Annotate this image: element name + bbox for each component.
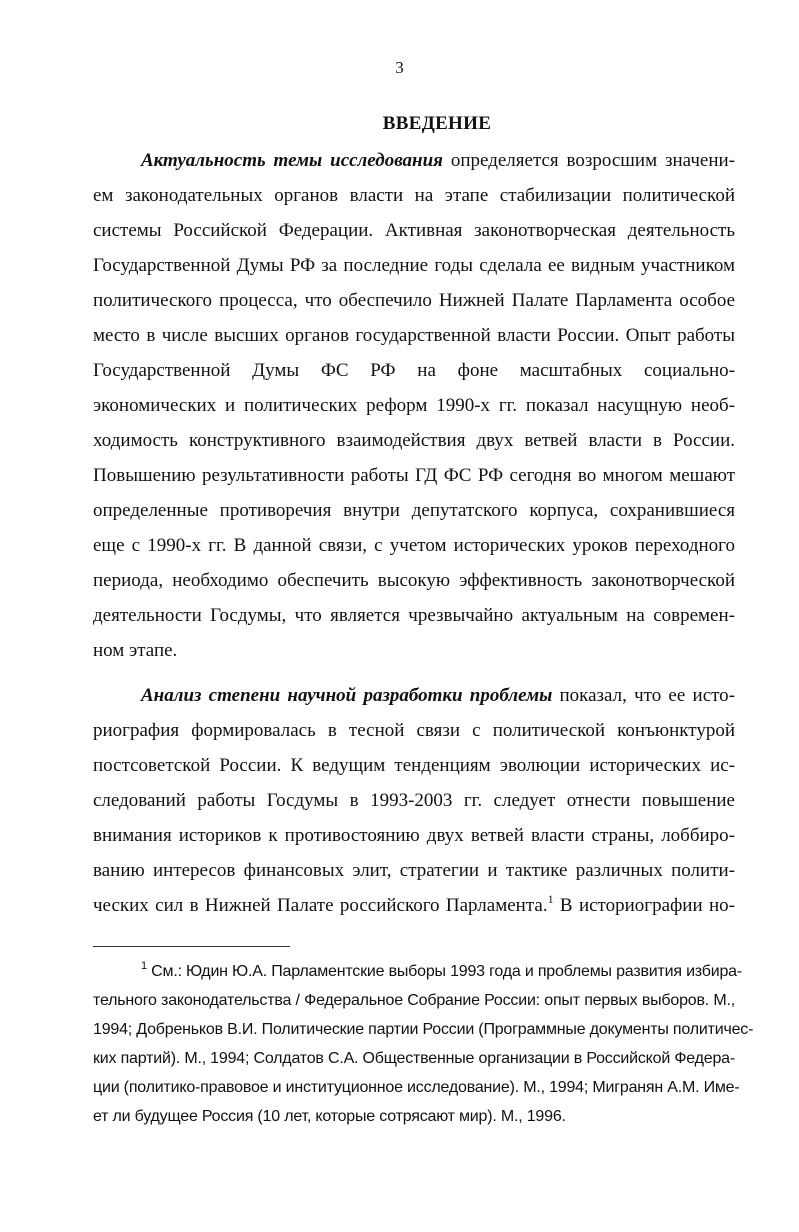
- footnote-separator: [93, 946, 290, 947]
- paragraph-line: политического процесса, что обеспечило Нижней Палате Парламента особое: [93, 290, 735, 311]
- paragraph-line: экономических и политических реформ 1990-х гг. показал насущную необ-: [93, 395, 735, 416]
- paragraph-line: место в числе высших органов государственной власти России. Опыт работы: [93, 325, 735, 346]
- paragraph-line: следований работы Госдумы в 1993-2003 гг. следует отнести повышение: [93, 790, 735, 811]
- paragraph-line: ванию интересов финансовых элит, стратегии и тактике различных полити-: [93, 860, 735, 881]
- paragraph-line: ем законодательных органов власти на этапе стабилизации политической: [93, 185, 735, 206]
- line-text: определяется возросшим значени-: [442, 150, 736, 171]
- paragraph-line: Государственной Думы ФС РФ на фоне масштабных социально-: [93, 360, 735, 381]
- paragraph-line: периода, необходимо обеспечить высокую эффективность законотворческой: [93, 570, 735, 591]
- footnote-line: тельного законодательства / Федеральное Собрание России: опыт первых выборов. М.,: [93, 992, 735, 1009]
- paragraph-line: постсоветской России. К ведущим тенденциям эволюции исторических ис-: [93, 755, 735, 776]
- paragraph-historiography: [93, 678, 735, 923]
- paragraph-relevance: [93, 143, 735, 668]
- footnote-reference[interactable]: 1: [547, 892, 554, 906]
- footnote-line: ких партий). М., 1994; Солдатов С.А. Общественные организации в Российской Федера-: [93, 1050, 735, 1067]
- paragraph-line: ходимость конструктивного взаимодействия двух ветвей власти в России.: [93, 430, 735, 451]
- line-text: ческих сил в Нижней Палате российского Парламента.: [93, 895, 548, 916]
- paragraph-line: [93, 143, 735, 178]
- paragraph-line: риография формировалась в тесной связи с политической конъюнктурой: [93, 720, 735, 741]
- footnote-line: [93, 957, 742, 986]
- paragraph-line: [93, 678, 735, 713]
- footnote-marker: 1: [141, 960, 147, 972]
- line-text: В историографии но-: [553, 895, 735, 916]
- paragraph-line: определенные противоречия внутри депутатского корпуса, сохранившиеся: [93, 500, 735, 521]
- footnote: [93, 957, 754, 1131]
- paragraph-line: еще с 1990-х гг. В данной связи, с учетом исторических уроков переходного: [93, 535, 735, 556]
- paragraph-line: деятельности Госдумы, что является чрезвычайно актуальным на современ-: [93, 605, 735, 626]
- line-text: показал, что ее исто-: [552, 685, 736, 706]
- paragraph-line: внимания историков к противостоянию двух ветвей власти страны, лоббиро-: [93, 825, 735, 846]
- footnote-line: ет ли будущее Россия (10 лет, которые сотрясают мир). М., 1996.: [93, 1108, 566, 1125]
- page-number: 3: [395, 58, 404, 77]
- paragraph-line: Повышению результативности работы ГД ФС РФ сегодня во многом мешают: [93, 465, 735, 486]
- paragraph-line: системы Российской Федерации. Активная законотворческая деятельность: [93, 220, 735, 241]
- paragraph-line: Государственной Думы РФ за последние годы сделала ее видным участником: [93, 255, 735, 276]
- line-text: См.: Юдин Ю.А. Парламентские выборы 1993 года и проблемы развития избира-: [146, 963, 742, 980]
- footnote-line: ции (политико-правовое и институционное исследование). М., 1994; Мигранян А.М. Име-: [93, 1079, 740, 1096]
- section-heading: ВВЕДЕНИЕ: [382, 113, 492, 134]
- paragraph-line: [93, 888, 735, 923]
- lead-term: Актуальность темы исследования: [141, 150, 443, 171]
- paragraph-line: ном этапе.: [93, 640, 178, 661]
- lead-term: Анализ степени научной разработки проблемы: [141, 685, 553, 706]
- footnote-line: 1994; Добреньков В.И. Политические партии России (Программные документы политичес-: [93, 1021, 754, 1038]
